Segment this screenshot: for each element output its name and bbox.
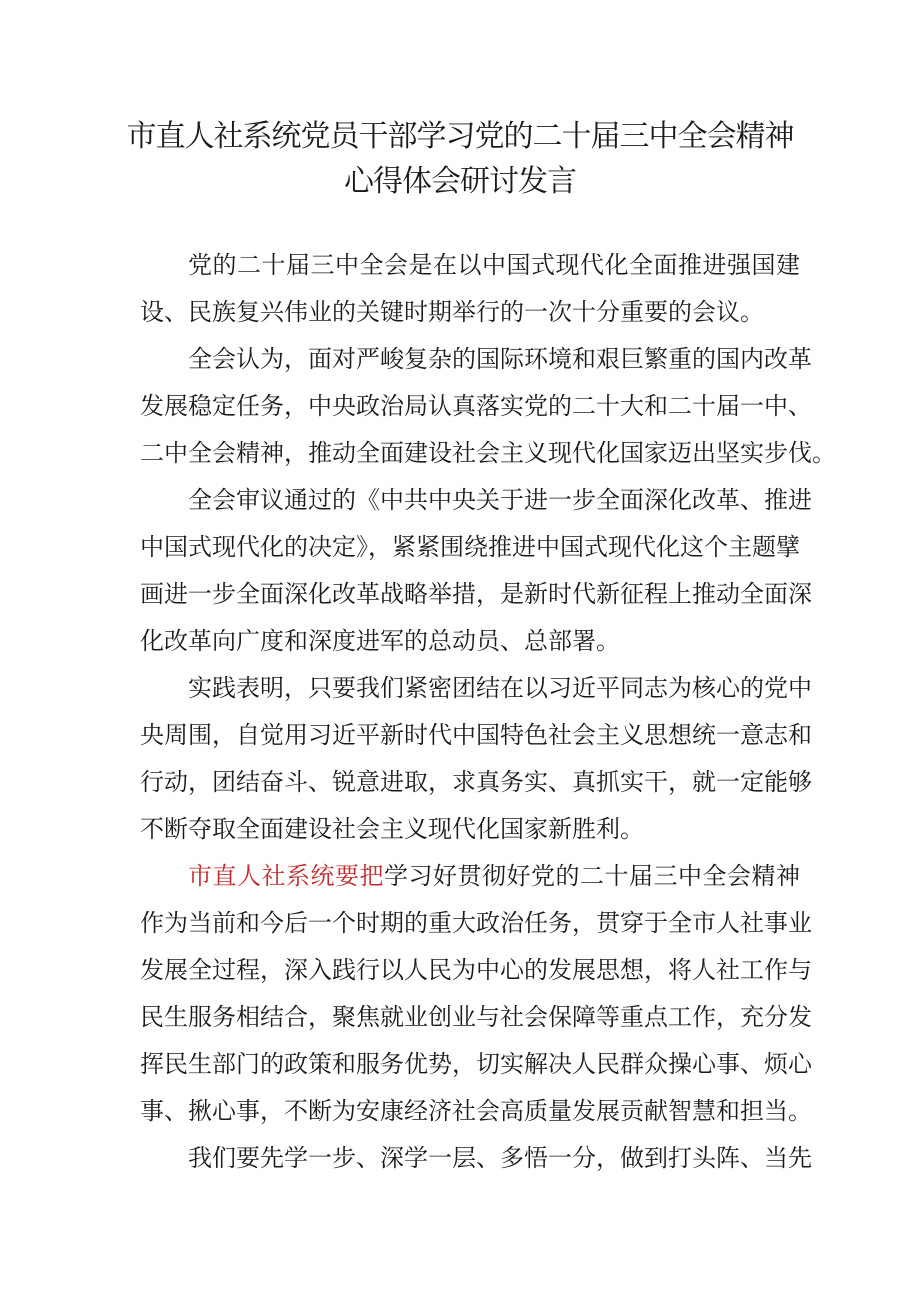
highlighted-phrase: 市直人社系统要把	[188, 862, 384, 890]
paragraph-2-line-3: 二中全会精神，推动全面建设社会主义现代化国家迈出坚实步伐。	[140, 439, 836, 467]
paragraph-3-line-3: 画进一步全面深化改革战略举措，是新时代新征程上推动全面深	[140, 580, 812, 608]
paragraph-4-line-3: 行动，团结奋斗、锐意进取，求真务实、真抓实干，就一定能够	[140, 768, 812, 796]
paragraph-4-line-4: 不断夺取全面建设社会主义现代化国家新胜利。	[140, 815, 644, 843]
document-title-line-2: 心得体会研讨发言	[344, 164, 576, 199]
document-title-line-1: 市直人社系统党员干部学习党的二十届三中全会精神	[126, 119, 794, 154]
paragraph-1-line-1: 党的二十届三中全会是在以中国式现代化全面推进强国建	[188, 251, 800, 279]
paragraph-5-line-5: 挥民生部门的政策和服务优势，切实解决人民群众操心事、烦心	[140, 1050, 812, 1078]
paragraph-2-line-1: 全会认为，面对严峻复杂的国际环境和艰巨繁重的国内改革	[188, 345, 812, 373]
paragraph-5-line-6: 事、揪心事，不断为安康经济社会高质量发展贡献智慧和担当。	[140, 1097, 812, 1125]
paragraph-6-line-1: 我们要先学一步、深学一层、多悟一分，做到打头阵、当先	[188, 1144, 812, 1172]
paragraph-2-line-2: 发展稳定任务，中央政治局认真落实党的二十大和二十届一中、	[140, 392, 812, 420]
paragraph-5-line-2: 作为当前和今后一个时期的重大政治任务，贯穿于全市人社事业	[140, 909, 812, 937]
paragraph-3-line-4: 化改革向广度和深度进军的总动员、总部署。	[140, 627, 620, 655]
paragraph-1-line-2: 设、民族复兴伟业的关键时期举行的一次十分重要的会议。	[140, 298, 764, 326]
paragraph-3-line-1: 全会审议通过的《中共中央关于进一步全面深化改革、推进	[188, 486, 812, 514]
paragraph-5-line-1-rest: 学习好贯彻好党的二十届三中全会精神	[384, 862, 800, 890]
paragraph-3-line-2: 中国式现代化的决定》，紧紧围绕推进中国式现代化这个主题擘	[140, 533, 800, 561]
paragraph-4-line-2: 央周围，自觉用习近平新时代中国特色社会主义思想统一意志和	[140, 721, 812, 749]
paragraph-4-line-1: 实践表明，只要我们紧密团结在以习近平同志为核心的党中	[188, 674, 812, 702]
paragraph-5-line-4: 民生服务相结合，聚焦就业创业与社会保障等重点工作，充分发	[140, 1003, 812, 1031]
paragraph-5-line-3: 发展全过程，深入践行以人民为中心的发展思想，将人社工作与	[140, 956, 812, 984]
paragraph-5-line-1	[188, 856, 800, 896]
